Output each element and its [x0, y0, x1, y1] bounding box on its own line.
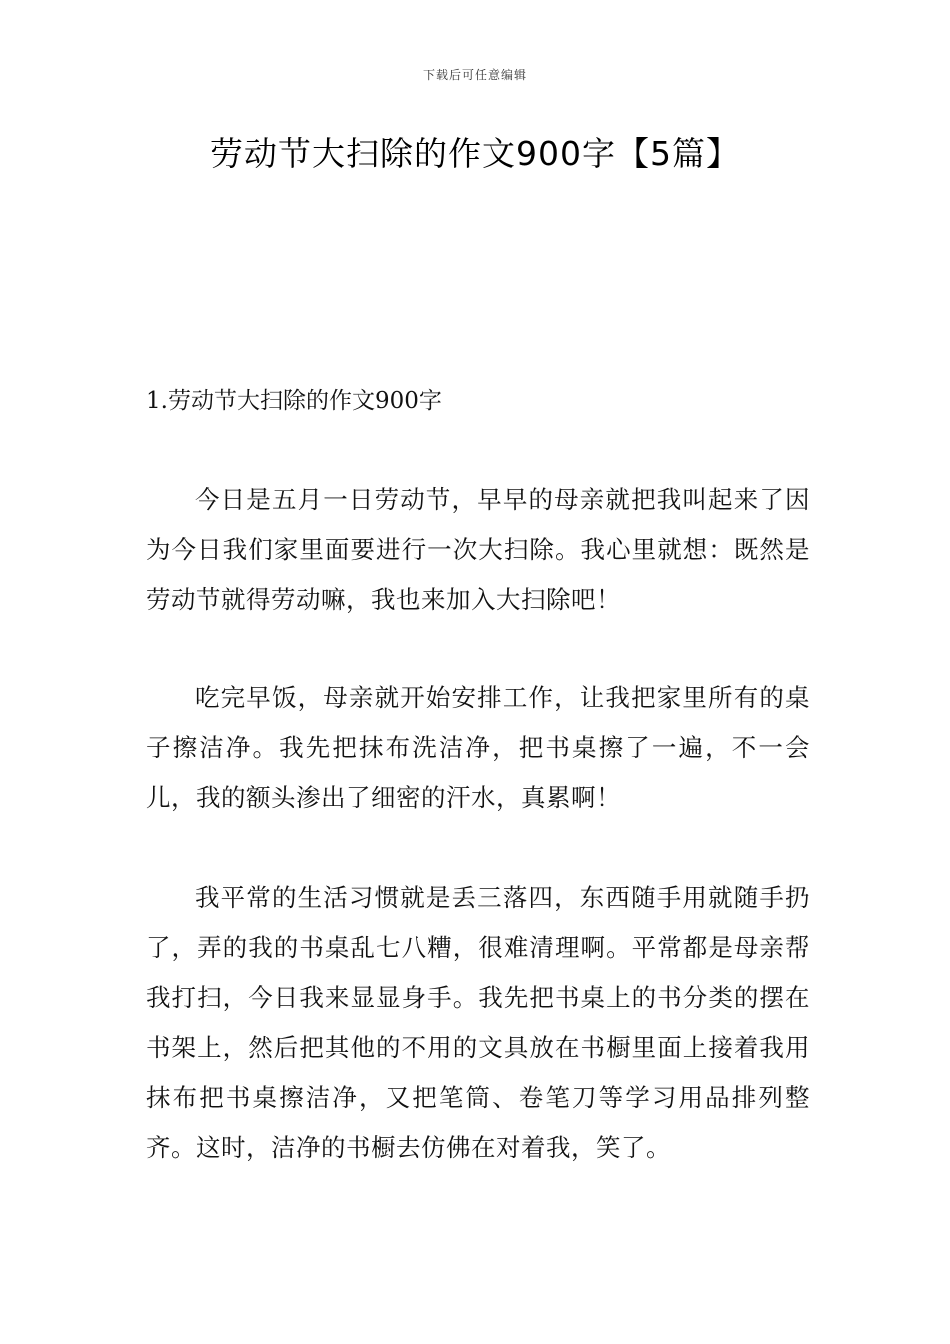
paragraph-block	[146, 475, 810, 625]
paragraph-block	[146, 873, 810, 1173]
paragraph: 今日是五月一日劳动节，早早的母亲就把我叫起来了因为今日我们家里面要进行一次大扫除。我心里就想：既然是劳动节就得劳动嘛，我也来加入大扫除吧！	[146, 485, 810, 614]
document-title: 劳动节大扫除的作文900字【5篇】	[210, 134, 740, 173]
section-heading: 1.劳动节大扫除的作文900字	[146, 388, 442, 414]
paragraph: 我平常的生活习惯就是丢三落四，东西随手用就随手扔了，弄的我的书桌乱七八糟，很难清理啊。平常都是母亲帮我打扫，今日我来显显身手。我先把书桌上的书分类的摆在书架上，然后把其他的不用的文具放在书橱里面上接着我用抹布把书桌擦洁净，又把笔筒、卷笔刀等学习用品排列整齐。这时，洁净的书橱去仿佛在对着我，笑了。	[146, 883, 810, 1162]
header-note: 下载后可任意编辑	[422, 68, 527, 82]
paragraph-block	[146, 673, 810, 823]
paragraph: 吃完早饭，母亲就开始安排工作，让我把家里所有的桌子擦洁净。我先把抹布洗洁净，把书桌擦了一遍，不一会儿，我的额头渗出了细密的汗水，真累啊！	[146, 683, 810, 812]
